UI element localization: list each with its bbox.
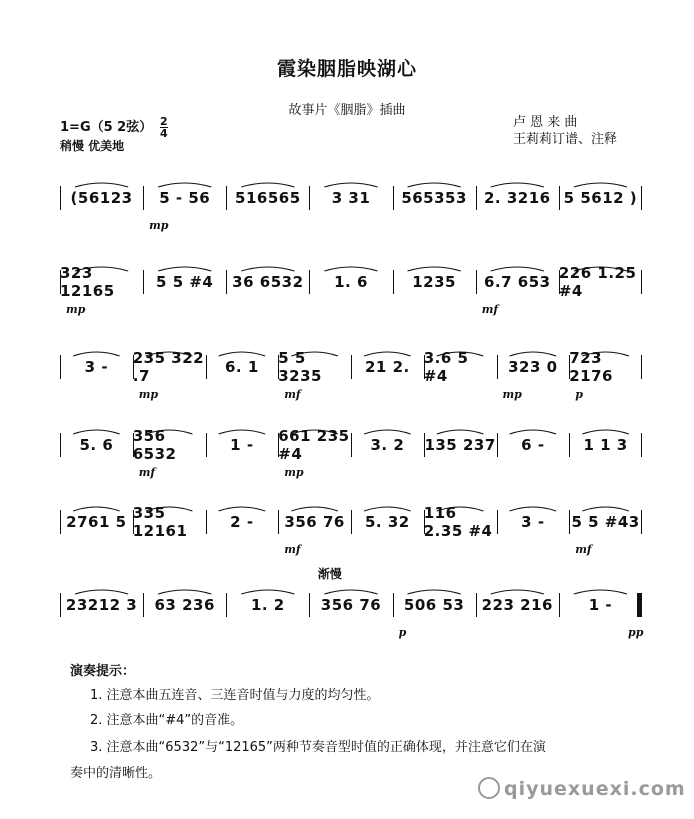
measure: 1235 [412,273,456,291]
measure: 323 12165 [60,264,115,300]
score-row [60,178,642,232]
key-text: 1=G（5 2弦） [60,120,153,135]
performance-note: 奏中的清晰性。 [70,766,162,781]
measure: 323 0 [508,358,558,376]
performance-note: 2. 注意本曲“#4”的音准。 [90,713,244,728]
final-barline [637,593,641,617]
measure: 6. 1 [224,358,259,376]
measure: 135 237 [424,436,496,454]
score-row [60,425,642,479]
dynamic-marking: mf [481,303,499,316]
measure: 5 5 #4 [156,273,214,291]
measure: 36 6532 [232,273,304,291]
measure: 565353 [401,189,467,207]
key-signature [60,116,168,139]
dynamic-marking: pp [628,626,644,639]
time-signature [160,116,168,139]
arranger-credit: 王莉莉订谱、注释 [513,132,618,147]
barline [641,186,642,210]
dynamic-marking: p [398,626,407,639]
measure: 335 12161 [132,504,188,540]
measure: 1 - [230,436,254,454]
watermark-text: qiyuexuexi.com [504,778,686,800]
measure: 1 - [588,596,613,614]
measure: 3 31 [331,189,371,207]
measure: 223 216 [481,596,553,614]
song-subtitle: 故事片《胭脂》插曲 [288,103,406,118]
barline [641,433,642,457]
barline [641,510,642,534]
measure: 6.7 653 [483,273,551,291]
score-row [60,347,642,401]
performance-note: 3. 注意本曲“6532”与“12165”两种节奏音型时值的正确体现，并注意它们在演 [90,740,546,755]
measure: 21 2. [365,358,410,376]
measure: 5. 6 [79,436,114,454]
measure: 3 - [84,358,109,376]
composer-credit: 卢 恩 来 曲 [513,115,578,130]
measure: 1. 2 [250,596,285,614]
measure: 723 2176 [569,349,613,385]
performance-note: 1. 注意本曲五连音、三连音时值与力度的均匀性。 [90,688,380,703]
measure: 6 - [521,436,545,454]
measure: 226 1.25 #4 [558,264,637,300]
dynamic-marking: p [575,388,583,401]
dynamic-marking: mp [284,466,304,479]
measure: 1 1 3 [583,436,628,454]
measure: 5 - 56 [159,189,211,207]
barline [641,270,642,294]
measure: 116 2.35 #4 [423,504,493,540]
measure: 2. 3216 [483,189,551,207]
song-title: 霞染胭脂映湖心 [276,58,417,80]
measure: 5. 32 [365,513,410,531]
tempo-change-marking: 渐慢 [317,567,342,581]
score-row [60,567,644,639]
dynamic-marking: mf [284,543,301,556]
measure: 516565 [235,189,301,207]
measure: 356 76 [284,513,345,531]
dynamic-marking: mf [284,388,301,401]
measure: 2761 5 [66,513,127,531]
watermark-logo-icon [478,777,500,799]
tempo-marking: 稍慢 优美地 [60,139,125,153]
dynamic-marking: mf [575,543,592,556]
dynamic-marking: mp [502,388,522,401]
measure: 661 235 #4 [278,427,350,463]
measure: 3 - [521,513,545,531]
measure: 235 322 .7 [132,349,205,385]
barline [641,355,642,379]
measure: 3. 2 [370,436,405,454]
dynamic-marking: mp [138,388,159,401]
dynamic-marking: mf [138,466,156,479]
meter-bottom: 4 [159,127,168,140]
site-watermark [478,778,686,801]
measure: 63 236 [154,596,215,614]
measure: 356 6532 [132,427,177,463]
dynamic-marking: mp [66,303,86,316]
measure: 5 5 #43 [571,513,640,531]
measure: 3.6 5 #4 [423,349,469,385]
measure: (56123 [70,189,133,207]
measure: 2 - [230,513,254,531]
measure: 23212 3 [65,596,138,614]
score-row [60,502,642,556]
measure: 5 5 3235 [278,349,322,385]
dynamic-marking: mp [149,219,169,232]
measure: 356 76 [320,596,382,614]
score-row [60,262,642,316]
performance-notes-heading: 演奏提示： [70,664,136,679]
measure: 5 5612 ) [563,189,638,207]
measure: 1. 6 [334,273,368,291]
measure: 506 53 [403,596,465,614]
meter-top: 2 [159,115,168,128]
